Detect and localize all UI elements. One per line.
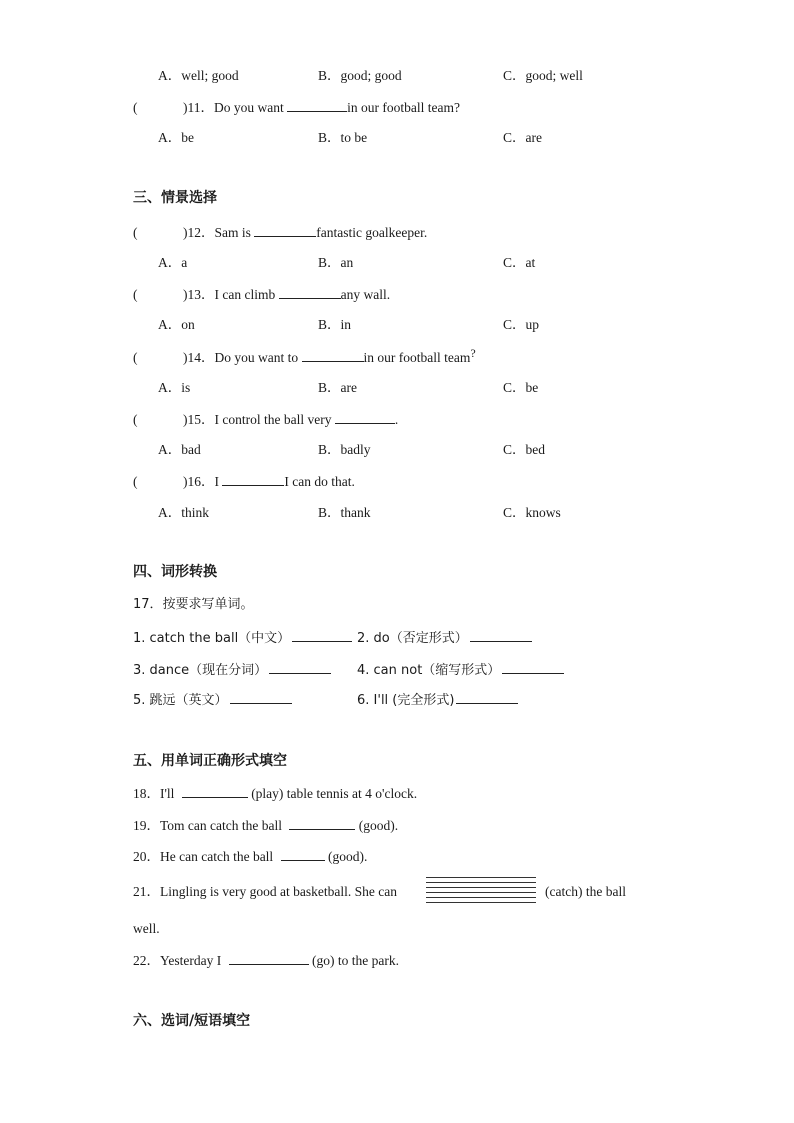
question-15 [0,409,794,429]
q17-item-6: 6. I'll (完全形式) [357,693,455,708]
q16-prefix: 16．I [187,474,223,489]
section-3-heading [0,188,794,208]
q18-blank[interactable] [182,783,248,798]
q10-options [0,66,794,86]
question-20 [0,846,794,866]
q17-row-1 [0,627,794,647]
q17-item-1-blank[interactable] [292,627,352,642]
q18-suffix: (play) table tennis at 4 o'clock. [247,786,418,801]
q17-row-2 [0,659,794,679]
q13-options [0,315,794,335]
q12-option-c: C．at [503,255,536,270]
q11-blank[interactable] [287,97,347,112]
q19-prefix: 19．Tom can catch the ball [133,818,286,833]
q15-blank[interactable] [335,409,395,424]
q16-blank[interactable] [222,471,284,486]
q17-item-1: 1. catch the ball（中文） [133,631,291,646]
answer-paren-close: ) [183,287,188,302]
q14-question-mark: ? [470,346,476,360]
q15-options [0,440,794,460]
q21-suffix: (catch) the ball [545,884,626,899]
q13-prefix: 13．I can climb [187,287,279,302]
question-11 [0,97,794,117]
q19-blank[interactable] [289,815,355,830]
answer-paren-close: ) [183,474,188,489]
q11-option-c: C．are [503,130,542,145]
q20-suffix: (good). [324,849,368,864]
q13-blank[interactable] [279,284,341,299]
q16-suffix: I can do that. [284,474,355,489]
q15-option-b: B．badly [318,442,371,457]
q22-suffix: (go) to the park. [308,953,399,968]
q12-options [0,253,794,273]
q15-suffix: . [394,412,399,427]
answer-paren-open: ( [133,100,138,115]
q13-suffix: any wall. [340,287,391,302]
answer-paren-close: ) [183,100,188,115]
q10-option-b: B．good; good [318,68,402,83]
q21-cont: well. [133,921,160,936]
q17-item-6-blank[interactable] [456,689,518,704]
q12-suffix: fantastic goalkeeper. [316,225,428,240]
q12-option-a: A．a [158,255,188,270]
q17-item-2-blank[interactable] [470,627,532,642]
q11-prefix: 11．Do you want [187,100,288,115]
section-6-title: 六、选词/短语填空 [133,1013,251,1029]
section-3-title: 三、情景选择 [133,190,217,206]
q14-options [0,378,794,398]
question-16 [0,471,794,491]
question-12 [0,222,794,242]
q16-options [0,503,794,523]
answer-paren-close: ) [183,350,188,365]
answer-paren-open: ( [133,287,138,302]
answer-paren-close: ) [183,225,188,240]
q17-item-5-blank[interactable] [230,689,292,704]
q21-prefix: 21．Lingling is very good at basketball. She can [133,884,397,899]
answer-paren-open: ( [133,350,138,365]
question-18 [0,783,794,803]
q12-blank[interactable] [254,222,316,237]
q12-option-b: B．an [318,255,354,270]
q13-option-a: A．on [158,317,195,332]
question-17 [0,595,794,615]
q22-blank[interactable] [229,950,309,965]
answer-paren-open: ( [133,474,138,489]
q17-item-4-blank[interactable] [502,659,564,674]
q14-suffix: in our football team [363,350,471,365]
answer-paren-open: ( [133,225,138,240]
q17-row-3 [0,689,794,709]
q22-prefix: 22．Yesterday I [133,953,225,968]
q20-prefix: 20．He can catch the ball [133,849,277,864]
q16-option-b: B．thank [318,505,371,520]
q14-option-b: B．are [318,380,357,395]
q21-blank[interactable] [426,877,536,907]
q16-option-a: A．think [158,505,210,520]
q17-item-2: 2. do（否定形式） [357,631,468,646]
q14-option-a: A．is [158,380,191,395]
q17-item-3: 3. dance（现在分词） [133,663,268,678]
q17-item-3-blank[interactable] [269,659,331,674]
q17-item-5: 5. 跳远（英文） [133,693,228,708]
section-6-heading [0,1011,794,1031]
q18-prefix: 18．I'll [133,786,178,801]
q17-item-4: 4. can not（缩写形式） [357,663,501,678]
question-21 [0,882,794,902]
section-5-title: 五、用单词正确形式填空 [133,753,287,769]
q15-option-a: A．bad [158,442,201,457]
q15-prefix: 15．I control the ball very [187,412,335,427]
question-19 [0,815,794,835]
q10-option-a: A．well; good [158,68,239,83]
q15-option-c: C．bed [503,442,545,457]
q10-option-c: C．good; well [503,68,583,83]
question-22 [0,950,794,970]
section-5-heading [0,751,794,771]
q20-blank[interactable] [281,846,325,861]
q11-option-a: A．be [158,130,194,145]
q11-suffix: in our football team? [347,100,460,115]
q14-blank[interactable] [302,347,364,362]
q11-option-b: B．to be [318,130,368,145]
q16-option-c: C．knows [503,505,561,520]
q13-option-b: B．in [318,317,352,332]
q11-options [0,128,794,148]
answer-paren-close: ) [183,412,188,427]
question-14 [0,347,794,367]
q14-option-c: C．be [503,380,539,395]
q17-instruction: 17．按要求写单词。 [133,597,254,612]
q13-option-c: C．up [503,317,540,332]
section-4-heading [0,562,794,582]
q14-prefix: 14．Do you want to [187,350,302,365]
answer-paren-open: ( [133,412,138,427]
question-21-cont [0,919,794,939]
q19-suffix: (good). [355,818,399,833]
question-13 [0,284,794,304]
section-4-title: 四、词形转换 [133,564,217,580]
q12-prefix: 12．Sam is [187,225,255,240]
